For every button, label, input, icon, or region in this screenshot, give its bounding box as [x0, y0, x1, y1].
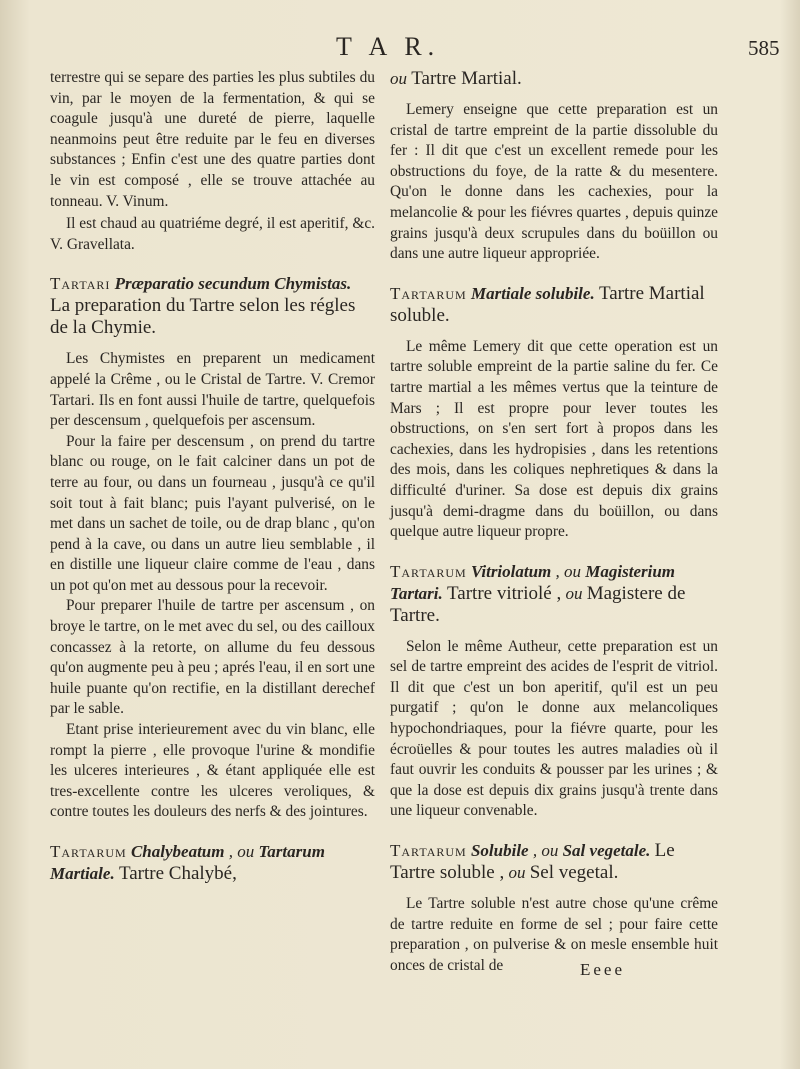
paragraph: Etant prise interieurement avec du vin blanc, elle rompt la pierre , elle provoque l'urine & mondifie les ulceres interieures , & étant appliquée elle est tres-excellente contre les ulceres veroliques, & contre toutes les douleurs des nerfs & des jointures.: [50, 721, 375, 821]
paragraph: Lemery enseigne que cette preparation est un cristal de tartre empreint de la partie dissoluble du fer : Il dit que c'est un excellent remede pour les obstructions du foye, de la ratte & du mesentere. Qu'on le donne dans les cachexies, pour la melancolie & pour les fiévres quartes , depuis quinze grains jusqu'à deux scrupules dans du boüillon ou dans une autre liqueur appropriée.: [390, 101, 718, 263]
entry-french: La preparation du Tartre selon les régles de la Chymie.: [50, 295, 356, 339]
entry-french: Tartre vitriolé ,: [447, 582, 562, 604]
entry-french-alt: Sel vegetal.: [529, 862, 619, 884]
entry-french: Tartre Martial soluble.: [390, 282, 705, 326]
paragraph: Pour la faire per descensum , on prend du tartre blanc ou rouge, on le fait calciner dans un pot de terre au four, ou dans un fourneau , jusqu'à ce qu'il soit tout à fait blanc; puis l'ayant pulverisé, on le met dans un sachet de toile, ou de drap blanc , qu'on pend à la cave, ou dans un autre lieu semblable , il en distille une liqueur claire comme de l'eau , dans un pot qu'on met au dessous pour la recevoir.: [50, 432, 375, 594]
right-column: [390, 68, 718, 976]
signature-mark: Eeee: [580, 960, 626, 979]
paragraph: Selon le même Autheur, cette preparation est un sel de tartre empreint des acides de l'esprit de vitriol. Il dit que c'est un bon aperitif, qu'il est un peu purgatif ; qu'on le donne aux melancoliques hypochondriaques, pour la fiévre quarte, pour les écroüelles & pour toutes les autres maladies où il faut ouvrir les conduits & pousser par les urines ; & que la dose est depuis dix grains jusqu'à trente dans une liqueur convenable.: [390, 637, 718, 820]
entry-latin: Martiale solubile.: [470, 283, 595, 303]
paragraph: terrestre qui se separe des parties les plus subtiles du vin, par le moyen de la fermentation, & qui se coagule jusqu'à une dureté de pierre, laquelle neanmoins peut être reduite par le feu en diverses substances ; Enfin c'est une des quatre parties dont le vin est composé , elle se trouve attachée au tonneau. V. Vinum.: [50, 69, 375, 210]
entry-latin-alt: Sal vegetale.: [562, 841, 651, 861]
entry-conjunction: , ou: [532, 841, 559, 861]
entry-conjunction: , ou: [555, 561, 582, 581]
entry-heading-tartarum-solubile: [390, 840, 718, 884]
entry-latin: Chalybeatum: [130, 842, 225, 861]
page-number: 585: [748, 36, 780, 60]
entry-conjunction-alt: ou: [508, 863, 526, 883]
running-head: [0, 32, 800, 66]
entry-term: Tartarum: [390, 283, 467, 303]
entry-term: Tartarum: [50, 842, 127, 861]
entry-latin: Præparatio secundum Chymistas.: [114, 274, 352, 294]
entry-conjunction-alt: ou: [565, 583, 583, 603]
paragraph: Pour preparer l'huile de tartre per ascensum , on broye le tartre, on le met avec du sel, ou des cailloux concassez à la retorte, on allume du feu dessous qu'on augmente peu à peu ; aprés l'eau, il en sort une huile puante qu'on rectifie, en la distillant derechef par le sable.: [50, 597, 375, 718]
entry-term: Tartari: [50, 274, 111, 294]
entry-heading-tartarum-vitriolatum: [390, 561, 718, 627]
entry-heading-tartarum-martiale-solubile: [390, 283, 718, 327]
entry-term: Tartarum: [390, 561, 467, 581]
left-column: [50, 68, 375, 895]
entry-latin-alt: Tartarum Martiale.: [50, 842, 325, 883]
paragraph: Le Tartre soluble n'est autre chose qu'une crême de tartre reduite en forme de sel ; pour faire cette preparation , on pulverise & on mesle ensemble huit onces de cristal de: [390, 895, 718, 974]
entry-latin: Vitriolatum: [470, 561, 552, 581]
paragraph: Il est chaud au quatriéme degré, il est aperitif, &c. V. Gravellata.: [50, 215, 375, 253]
entry-french: Tartre Martial.: [411, 68, 522, 89]
running-title: T A R.: [336, 32, 441, 61]
entry-french: Tartre Chalybé,: [118, 863, 237, 884]
entry-french: Le Tartre soluble ,: [390, 840, 675, 884]
entry-french-alt: Magistere de Tartre.: [390, 582, 686, 626]
entry-heading-continued: [390, 68, 718, 90]
entry-term: Tartarum: [390, 841, 467, 861]
paragraph: Les Chymistes en preparent un medicament appelé la Crême , ou le Cristal de Tartre. V. Cremor Tartari. Ils en font aussi l'huile de tartre, quelquefois per descensum , quelquefois per ascensum.: [50, 350, 375, 430]
entry-conjunction: , ou: [228, 842, 255, 861]
paragraph: Le même Lemery dit que cette operation est un tartre soluble empreint de la partie saline du fer. Ce tartre martial a les mêmes vertus que la teinture de Mars ; Il est propre pour lever toutes les obstructions, on s'en sert fort à propos dans les cachexies, dans les hydropisies , dans les retentions des mois, dans les coliques nephretiques & dans la difficulté d'uriner. Sa dose est depuis dix grains jusqu'à demi-dragme dans du boüillon, ou dans quelque autre liqueur propre.: [390, 337, 718, 541]
entry-heading-tartarum-chalybeatum: [50, 841, 375, 885]
entry-latin: Solubile: [470, 841, 529, 861]
entry-conjunction: ou: [390, 69, 407, 88]
entry-heading-tartari-praeparatio: [50, 273, 375, 339]
entry-latin-alt: Magisterium Tartari.: [390, 561, 676, 603]
